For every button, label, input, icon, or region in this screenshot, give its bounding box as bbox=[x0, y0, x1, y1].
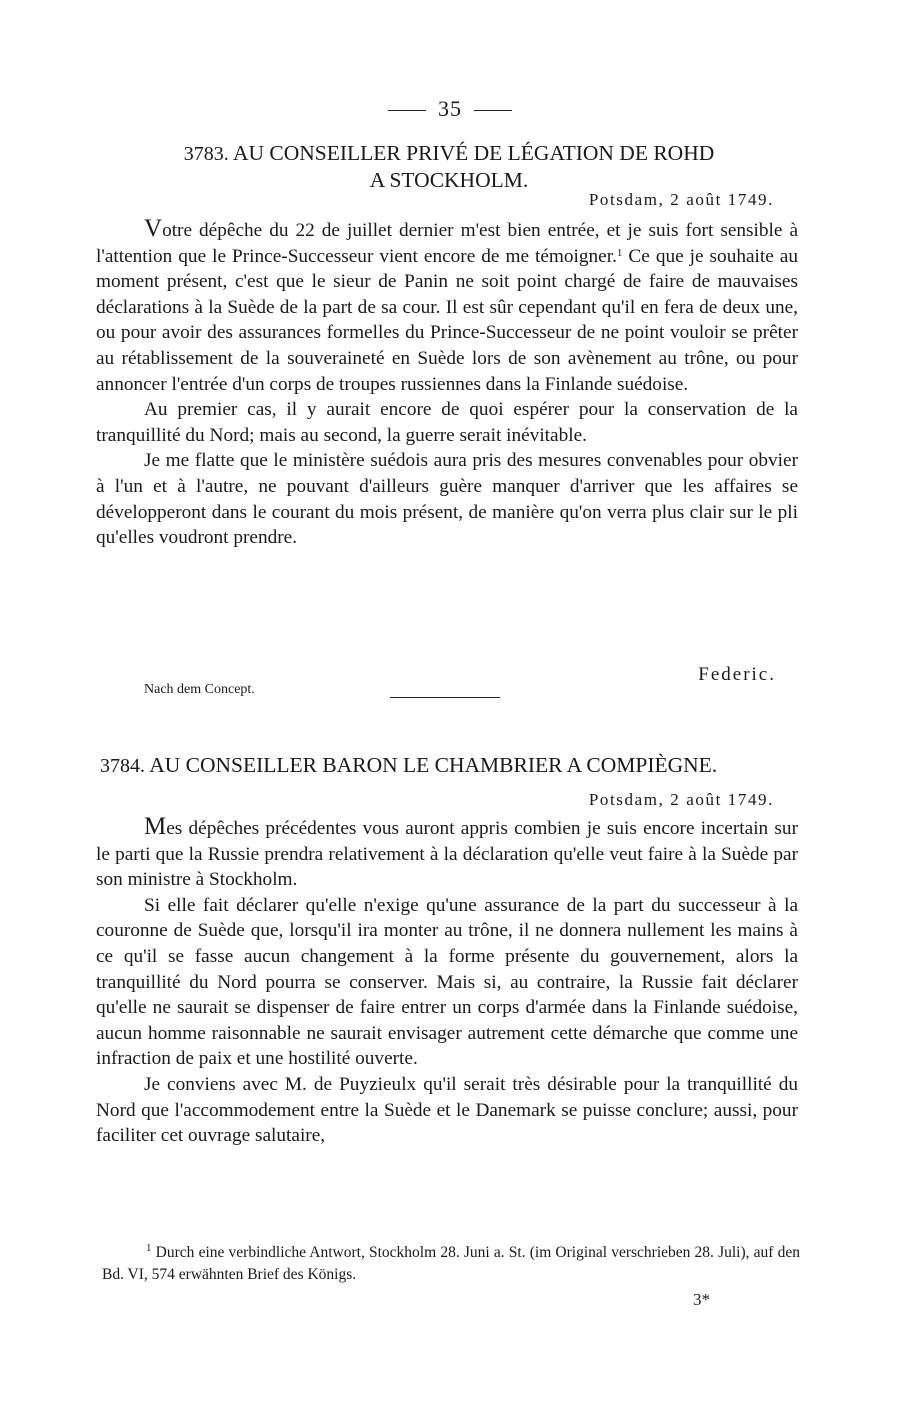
doc2-paragraph-1 bbox=[96, 814, 798, 893]
doc1-paragraph-3: Je me flatte que le ministère suédois aura pris des mesures convenables pour obvier à l'un et à l'autre, ne pouvant d'ailleurs guère manquer d'arriver que les affaires se développeront dans le courant du mois présent, de manière qu'on verra plus clair sur le pli qu'elles voudront prendre. bbox=[96, 450, 798, 549]
doc1-dateline: Potsdam, 2 août 1749. bbox=[588, 190, 774, 209]
footnote bbox=[102, 1242, 800, 1286]
printer-signature-mark: 3* bbox=[693, 1290, 710, 1309]
doc1-paragraph-1-initial: V bbox=[144, 215, 163, 242]
doc1-title-line1: AU CONSEILLER PRIVÉ DE LÉGATION DE ROHD bbox=[232, 141, 715, 165]
footnote-text: Durch eine verbindliche Antwort, Stockholm 28. Juni a. St. (im Original verschrieben 28. Juli), auf den Bd. VI, 574 erwähnten Brief des Königs. bbox=[102, 1244, 801, 1283]
footnote-marker: 1 bbox=[146, 1242, 152, 1254]
doc2-dateline: Potsdam, 2 août 1749. bbox=[588, 790, 774, 809]
doc1-title-line2: A STOCKHOLM. bbox=[369, 168, 529, 192]
page-number-dash-left bbox=[388, 110, 426, 111]
doc1-source-note: Nach dem Concept. bbox=[144, 682, 255, 697]
doc2-body bbox=[96, 814, 798, 1149]
doc2-paragraph-2: Si elle fait déclarer qu'elle n'exige qu'une assurance de la part du successeur à la couronne de Suède que, lorsqu'il ira monter au trône, il ne donnera nullement les mains à ce qu'il se fasse aucun changement à la forme présente du gouvernement, alors la tranquillité du Nord pourra se conserver. Mais si, au contraire, la Russie fait déclarer qu'elle ne saurait se dispenser de faire entrer un corps d'armée dans la Finlande suédoise, aucun homme raisonnable ne saurait envisager autrement cette démarche que comme une infraction de paix et une hostilité ouverte. bbox=[96, 894, 798, 1070]
page-number bbox=[0, 96, 900, 122]
doc1-paragraph-2: Au premier cas, il y aurait encore de quoi espérer pour la conservation de la tranquillité du Nord; mais au second, la guerre serait inévitable. bbox=[96, 399, 798, 446]
doc1-paragraph-1 bbox=[96, 216, 798, 397]
doc1-body bbox=[96, 216, 798, 551]
doc2-paragraph-1-initial: M bbox=[144, 813, 167, 840]
doc1-number: 3783. bbox=[183, 143, 229, 165]
doc2-paragraph-1-text: es dépêches précédentes vous auront appris combien je suis encore incertain sur le parti que la Russie prendra relativement à la déclaration qu'elle veut faire à la Suède par son ministre à Stockholm. bbox=[96, 818, 798, 891]
page-number-value: 35 bbox=[438, 96, 462, 121]
doc2-heading bbox=[100, 752, 802, 779]
doc2-title: AU CONSEILLER BARON LE CHAMBRIER A COMPIÈGNE. bbox=[149, 753, 718, 777]
doc1-paragraph-1-text: otre dépêche du 22 de juillet dernier m'est bien entrée, et je suis fort sensible à l'attention que le Prince-Successeur vient encore de me témoigner. bbox=[96, 220, 798, 267]
doc2-paragraph-3: Je conviens avec M. de Puyzieulx qu'il serait très désirable pour la tranquillité du Nord que l'accommodement entre la Suède et le Danemark se puisse conclure; aussi, pour faciliter cet ouvrage salutaire, bbox=[96, 1073, 798, 1147]
doc2-number: 3784. bbox=[100, 755, 145, 777]
doc1-signature: Federic. bbox=[698, 664, 776, 685]
footnote-ref: 1 bbox=[616, 246, 623, 259]
page-number-dash-right bbox=[474, 110, 512, 111]
doc1-heading bbox=[98, 140, 800, 193]
section-divider bbox=[390, 697, 500, 698]
doc1-paragraph-1-rest: Ce que je souhaite au moment présent, c'est que le sieur de Panin ne soit point chargé de faire de mauvaises déclarations à la Suède de la part de sa cour. Il est sûr cependant qu'il en fera de deux une, ou pour avoir des assurances formelles du Prince-Successeur de ne point vouloir se prêter au rétablissement de la souveraineté en Suède lors de son avènement au trône, ou pour annoncer l'entrée d'un corps de troupes russiennes dans la Finlande suédoise. bbox=[96, 245, 798, 395]
